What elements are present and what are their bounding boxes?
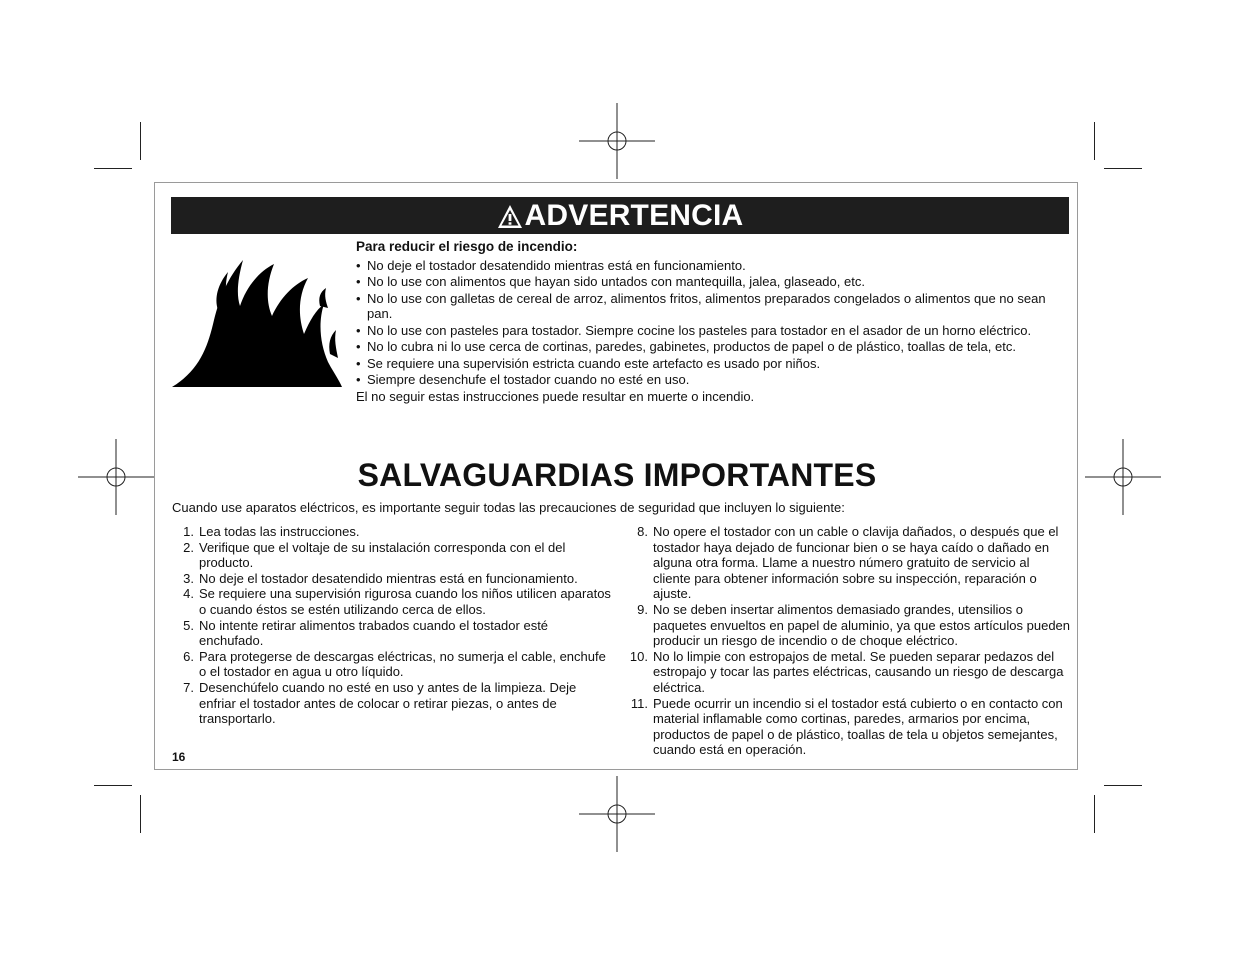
fire-warning-closing: El no seguir estas instrucciones puede resultar en muerte o incendio.	[356, 388, 755, 404]
flame-icon	[170, 258, 345, 388]
safeguards-column-right	[625, 524, 1070, 758]
crop-mark	[1104, 168, 1142, 169]
list-item: 3. No deje el tostador desatendido mientras está en funcionamiento.	[183, 570, 578, 586]
fire-warning-heading: Para reducir el riesgo de incendio:	[356, 239, 578, 254]
list-item: • No lo use con pasteles para tostador. Siempre cocine los pasteles para tostador en el asador de un horno eléctrico.	[356, 323, 1056, 339]
crop-mark	[140, 122, 141, 160]
warning-triangle-icon	[497, 204, 523, 230]
list-item: • No lo cubra ni lo use cerca de cortinas, paredes, gabinetes, productos de papel o de plástico, toallas de tela, etc.	[356, 339, 1056, 355]
safeguards-title: SALVAGUARDIAS IMPORTANTES	[357, 457, 877, 493]
page-frame	[154, 182, 1078, 770]
crop-mark	[94, 785, 132, 786]
list-item: 1. Lea todas las instrucciones.	[183, 524, 360, 539]
list-item: 11. Puede ocurrir un incendio si el tostador está cubierto o en contacto con material inflamable como cortinas, paredes, armarios por encima, productos de papel o de plástico, toallas de tela u objetos semejantes, cuando está en operación.	[630, 695, 1063, 758]
list-item: • Se requiere una supervisión estricta cuando este artefacto es usado por niños.	[356, 356, 1056, 372]
crop-mark	[1094, 795, 1095, 833]
list-item: 4. Se requiere una supervisión rigurosa cuando los niños utilicen aparatos o cuando éstos se estén utilizando cerca de ellos.	[183, 586, 611, 617]
list-item: • No lo use con alimentos que hayan sido untados con mantequilla, jalea, glaseado, etc.	[356, 274, 1056, 290]
fire-warning-section	[356, 239, 1056, 404]
crop-mark	[1104, 785, 1142, 786]
warning-banner	[171, 197, 1069, 234]
list-item: • Siempre desenchufe el tostador cuando no esté en uso.	[356, 372, 1056, 388]
list-item: 2. Verifique que el voltaje de su instalación corresponda con el del producto.	[183, 539, 566, 571]
list-item: 10. No lo limpie con estropajos de metal. Se pueden separar pedazos del estropajo y tocar las partes eléctricas, causando un riesgo de descarga eléctrica.	[629, 648, 1064, 695]
safeguards-intro: Cuando use aparatos eléctricos, es importante seguir todas las precauciones de seguridad que incluyen lo siguiente:	[172, 500, 845, 515]
list-item: • No lo use con galletas de cereal de arroz, alimentos fritos, alimentos preparados congelados o alimentos que no sean pan.	[356, 291, 1056, 322]
page-number: 16	[172, 750, 186, 764]
crop-mark	[1094, 122, 1095, 160]
list-item: 5. No intente retirar alimentos trabados cuando el tostador esté enchufado.	[183, 617, 549, 649]
list-item: • No deje el tostador desatendido mientras está en funcionamiento.	[356, 258, 1056, 274]
crop-mark	[140, 795, 141, 833]
list-item: 6. Para protegerse de descargas eléctricas, no sumerja el cable, enchufe o el tostador en agua u otro líquido.	[183, 648, 606, 680]
list-item: 8. No opere el tostador con un cable o clavija dañados, o después que el tostador haya dejado de funcionar bien o se haya caído o dañado en alguna otra forma. Llame a nuestro número gratuito de servicio al cliente para obtener información sobre su inspección, reparación o ajuste.	[637, 524, 1059, 602]
crosshair-registration-icon	[579, 776, 655, 852]
list-item: 9. No se deben insertar alimentos demasiado grandes, utensilios o paquetes envueltos en papel de aluminio, ya que estos artículos pueden producir un riesgo de incendio o de choque eléctrico.	[637, 601, 1071, 649]
crosshair-registration-icon	[78, 439, 154, 515]
crosshair-registration-icon	[1085, 439, 1161, 515]
crop-mark	[94, 168, 132, 169]
warning-title: ADVERTENCIA	[524, 198, 744, 232]
crosshair-registration-icon	[579, 103, 655, 179]
list-item: 7. Desenchúfelo cuando no esté en uso y antes de la limpieza. Deje enfriar el tostador antes de colocar o retirar piezas, o antes de transportarlo.	[183, 679, 577, 727]
fire-warning-list	[356, 258, 1056, 388]
safeguards-column-left	[175, 524, 615, 727]
